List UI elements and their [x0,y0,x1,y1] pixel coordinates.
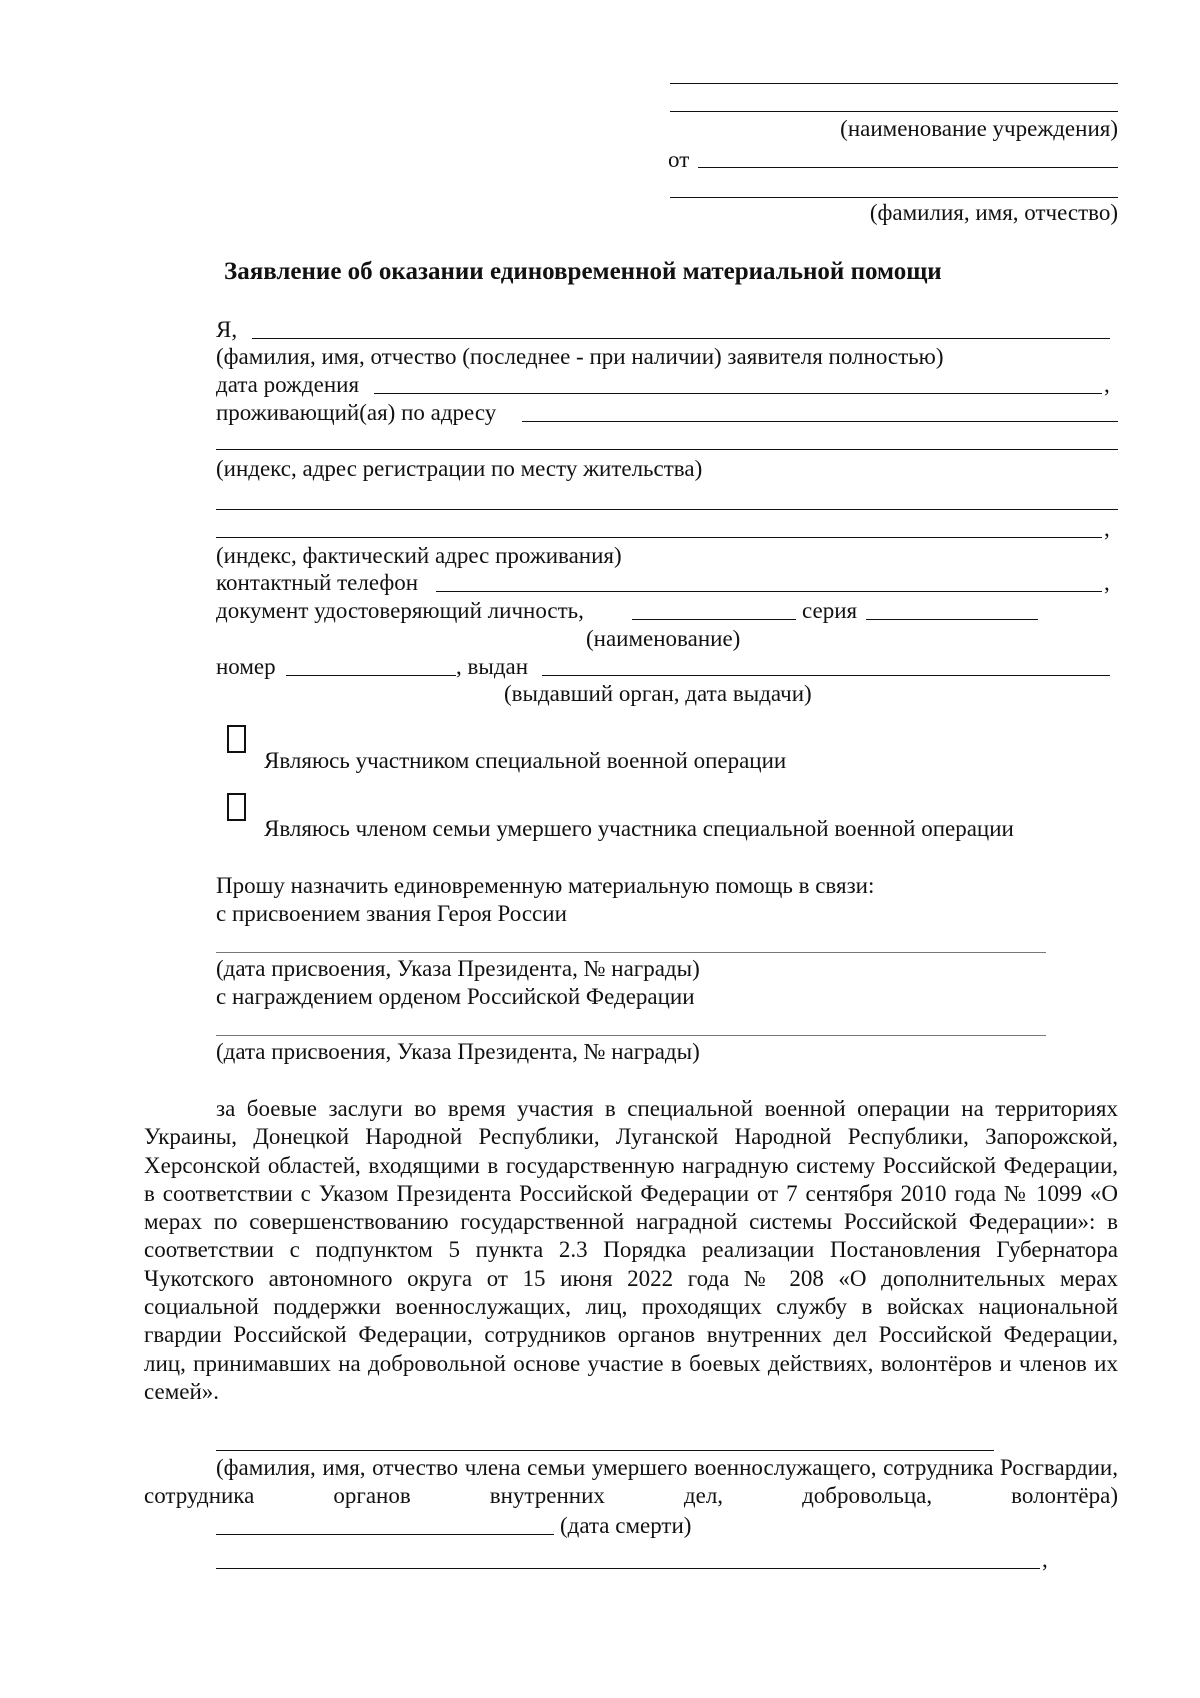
actual-address-caption: (индекс, фактический адрес проживания) [216,543,622,568]
main-paragraph: за боевые заслуги во время участия в специальной военной операции на территориях Украины, Донецкой Народной Республики, Луганской Народной Республики, Запорожской, Херсонской областей, входящими в государственную наградную систему Российской Федерации, в соответствии с Указом Президента Российской Федерации от 7 сентября 2010 года № 1099 «О мерах по совершенствованию государственной наградной системы Российской Федерации»: в соответствии с подпунктом 5 пункта 2.3 Порядка реализации Постановления Губернатора Чукотского автономного округа от 15 июня 2022 года № 208 «О дополнительных мерах социальной поддержки военнослужащих, лиц, проходящих службу в войсках национальной гвардии Российской Федерации, сотрудников органов внутренних дел Российской Федерации, лиц, принимавших на добровольной основе участие в боевых действиях, волонтёров и членов их семей». [144,1096,1118,1404]
from-label: от [668,147,690,172]
request-intro: Прошу назначить единовременную материальную помощь в связи: [216,873,875,898]
issuer-caption: (выдавший орган, дата выдачи) [504,681,812,706]
participant-option-label: Являюсь участником специальной военной операции [264,748,787,773]
applicant-line-1[interactable] [698,167,1118,168]
birth-date-comma: , [1104,372,1110,397]
applicant-line-2[interactable] [670,197,1118,198]
issuer-line[interactable] [542,675,1110,676]
fio-caption: (фамилия, имя, отчество (последнее - при наличии) заявителя полностью) [216,344,944,369]
actual-address-line-2[interactable] [216,537,1102,538]
series-line[interactable] [866,619,1038,620]
fio-line[interactable] [252,338,1110,339]
applicant-caption: (фамилия, имя, отчество) [869,200,1118,225]
number-label: номер [216,654,276,679]
number-line[interactable] [286,675,456,676]
death-date-line[interactable] [216,1534,554,1535]
address-line-2[interactable] [216,449,1118,450]
hero-caption: (дата присвоения, Указа Президента, № награды) [216,956,700,981]
deceased-name-line[interactable] [216,1450,994,1451]
family-member-option-label: Являюсь членом семьи умершего участника специальной военной операции [264,816,1014,841]
birth-date-line[interactable] [374,393,1102,394]
family-member-checkbox[interactable] [227,793,246,821]
address-label: проживающий(ая) по адресу [216,400,497,425]
final-comma: , [1042,1547,1048,1572]
institution-line-2[interactable] [670,111,1118,112]
phone-comma: , [1104,570,1110,595]
actual-address-comma: , [1104,516,1110,541]
participant-checkbox[interactable] [227,725,246,753]
final-line[interactable] [216,1568,1040,1569]
deceased-caption: (фамилия, имя, отчество члена семьи умершего военнослужащего, сотрудника Росгвардии, сотрудника органов внутренних дел, добровольца, волонтёра) [144,1455,1118,1508]
doc-label: документ удостоверяющий личность, [216,598,584,623]
reg-address-caption: (индекс, адрес регистрации по месту жительства) [216,456,703,481]
address-line-1[interactable] [522,421,1118,422]
order-caption: (дата присвоения, Указа Президента, № награды) [216,1039,700,1064]
order-label: с награждением орденом Российской Федерации [216,984,695,1009]
doc-name-caption: (наименование) [586,626,741,651]
death-date-caption: (дата смерти) [560,1513,692,1538]
hero-line[interactable] [216,952,1046,953]
institution-caption: (наименование учреждения) [840,116,1118,141]
doc-name-line[interactable] [632,619,796,620]
birth-date-label: дата рождения [216,372,360,397]
phone-line[interactable] [436,591,1102,592]
hero-label: с присвоением звания Героя России [216,901,567,926]
order-line[interactable] [216,1035,1046,1036]
institution-line-1[interactable] [670,83,1118,84]
actual-address-line-1[interactable] [216,509,1118,510]
issued-label: , выдан [456,654,529,679]
document-title: Заявление об оказании единовременной материальной помощи [224,258,942,285]
i-label: Я, [216,317,238,342]
series-label: серия [802,598,858,623]
phone-label: контактный телефон [216,570,419,595]
